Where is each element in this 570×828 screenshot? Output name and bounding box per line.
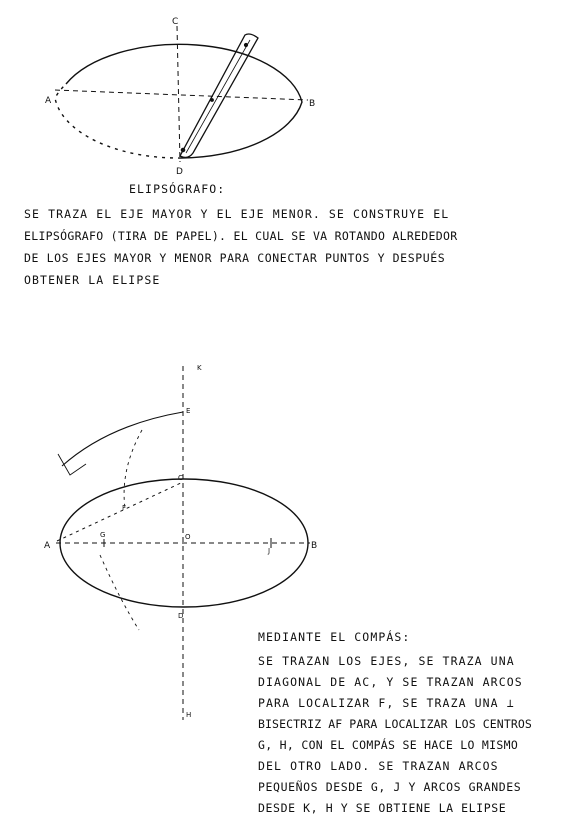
elipsografo-line-3: DE LOS EJES MAYOR Y MENOR PARA CONECTAR PUNTOS Y DESPUÉS xyxy=(24,251,446,265)
point-label-k: K xyxy=(197,364,202,372)
elipsografo-line-1: SE TRAZA EL EJE MAYOR Y EL EJE MENOR. SE CONSTRUYE EL xyxy=(24,207,450,221)
compas-line-7: PEQUEÑOS DESDE G, J Y ARCOS GRANDES xyxy=(258,780,522,794)
point-label-h: H xyxy=(186,711,192,719)
elipsografo-line-2: ELIPSÓGRAFO (TIRA DE PAPEL). EL CUAL SE VA ROTANDO ALREDEDOR xyxy=(24,229,458,243)
point-label-c2: C xyxy=(178,474,183,482)
point-label-d: D xyxy=(176,167,183,177)
strip-mark-mid xyxy=(211,99,214,102)
point-label-c: C xyxy=(172,17,179,27)
minor-axis-1 xyxy=(177,26,180,162)
point-label-e: E xyxy=(186,407,191,415)
compas-line-2: DIAGONAL DE AC, Y SE TRAZAN ARCOS xyxy=(258,675,523,689)
compas-line-5: G, H, CON EL COMPÁS SE HACE LO MISMO xyxy=(258,738,519,752)
point-label-j: J xyxy=(268,547,271,555)
point-label-b: B xyxy=(309,99,316,109)
point-label-b2: B xyxy=(311,541,318,551)
compas-line-6: DEL OTRO LADO. SE TRAZAN ARCOS xyxy=(258,759,499,773)
figure-1 xyxy=(55,26,308,162)
compas-line-4: BISECTRIZ AF PARA LOCALIZAR LOS CENTROS xyxy=(258,717,532,731)
strip-center-line xyxy=(186,40,250,153)
ellipse-1-dashed-arc xyxy=(55,84,181,158)
elipsografo-heading: ELIPSÓGRAFO: xyxy=(129,182,226,196)
point-label-a2: A xyxy=(44,541,51,551)
ellipse-1-solid xyxy=(66,44,302,158)
point-label-a: A xyxy=(45,96,52,106)
compas-line-1: SE TRAZAN LOS EJES, SE TRAZA UNA xyxy=(258,654,515,668)
elipsografo-line-4: OBTENER LA ELIPSE xyxy=(24,273,161,287)
arc-from-o xyxy=(62,412,183,466)
compas-heading: MEDIANTE EL COMPÁS: xyxy=(258,630,411,644)
point-label-o: O xyxy=(185,533,191,541)
compas-line-8: DESDE K, H Y SE OBTIENE LA ELIPSE xyxy=(258,801,507,815)
strip-mark-top xyxy=(244,43,247,46)
arc-small-e xyxy=(124,430,142,508)
point-label-f: F xyxy=(122,504,127,512)
compas-line-3: PARA LOCALIZAR F, SE TRAZA UNA ⊥ xyxy=(258,696,515,710)
strip-mark-bottom xyxy=(181,148,185,152)
point-label-g: G xyxy=(100,531,106,539)
point-label-d2: D xyxy=(178,612,184,620)
major-axis-1 xyxy=(55,90,308,100)
